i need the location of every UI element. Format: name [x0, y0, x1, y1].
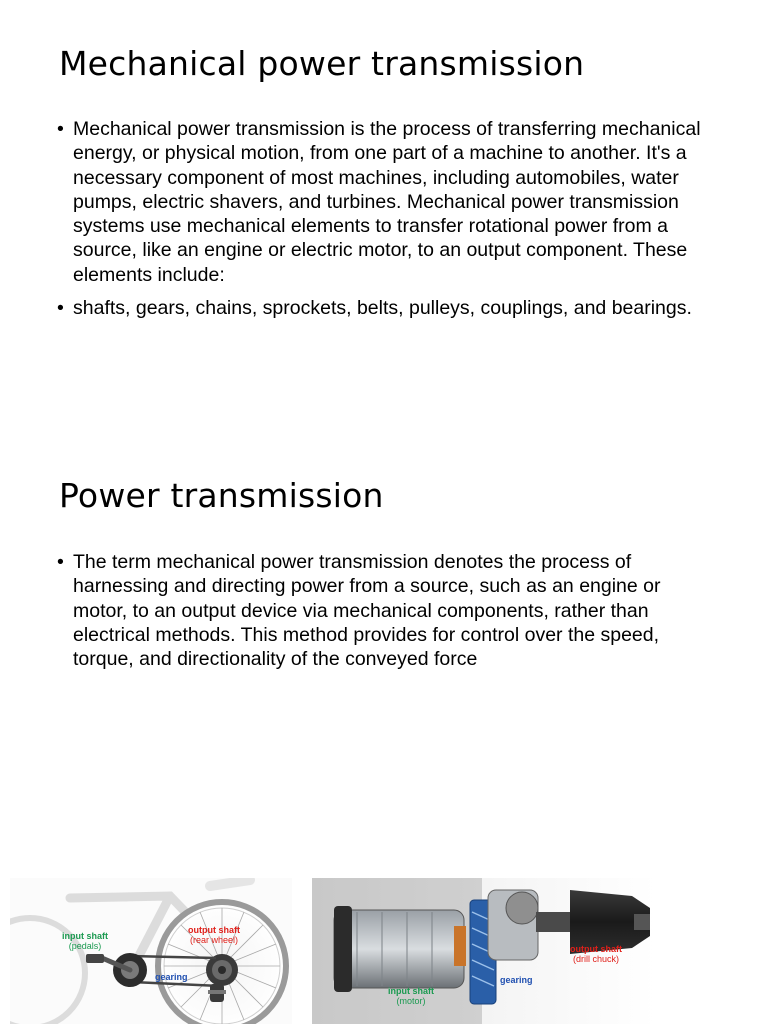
bullet-glyph: • [57, 551, 64, 573]
label-main: output shaft [570, 944, 622, 954]
slide-1 [0, 0, 768, 440]
list-item [56, 550, 716, 671]
label-sub: (motor) [396, 996, 426, 1006]
output-shaft-label [188, 925, 240, 945]
drill-motor-image [312, 878, 656, 1024]
illustrations [0, 878, 768, 1024]
label-main: output shaft [188, 925, 240, 935]
gearing-label [155, 972, 188, 982]
gearing-label [500, 975, 533, 985]
bullet-text: Mechanical power transmission is the process of transferring mechanical energy, or physical motion, from one part of a machine to another. It's a necessary component of most machines, including automobiles, water pumps, electric shavers, and turbines. Mechanical power transmission systems use mechanical elements to transfer rotational power from a source, like an engine or electric motor, to an output component. These elements include: [73, 118, 701, 286]
slide-title: Power transmission [59, 476, 384, 515]
bullet-text: The term mechanical power transmission denotes the process of harnessing and directing power from a source, such as an engine or motor, to an output device via mechanical components, rather than electrical methods. This method provides for control over the speed, torque, and directionality of the conveyed force [73, 551, 661, 671]
input-shaft-label [388, 986, 434, 1006]
label-sub: (rear wheel) [189, 935, 238, 945]
label-main: input shaft [388, 986, 434, 996]
bicycle-illustration [10, 878, 292, 1024]
bullet-text: shafts, gears, chains, sprockets, belts, pulleys, couplings, and bearings. [73, 297, 692, 320]
label-sub: (drill chuck) [572, 954, 619, 964]
list-item [56, 117, 716, 287]
bullet-glyph: • [57, 118, 64, 140]
bullet-glyph: • [57, 297, 64, 320]
slide-title: Mechanical power transmission [59, 44, 585, 83]
bullet-list [56, 550, 716, 680]
label-sub: (pedals) [68, 941, 102, 951]
label-main: input shaft [62, 931, 108, 941]
list-item [56, 296, 716, 320]
bicycle-drivetrain-image [10, 878, 292, 1024]
label-main: gearing [155, 972, 188, 982]
bullet-list [56, 117, 716, 329]
output-shaft-label [570, 944, 622, 964]
input-shaft-label [62, 931, 108, 951]
label-main: gearing [500, 975, 533, 985]
